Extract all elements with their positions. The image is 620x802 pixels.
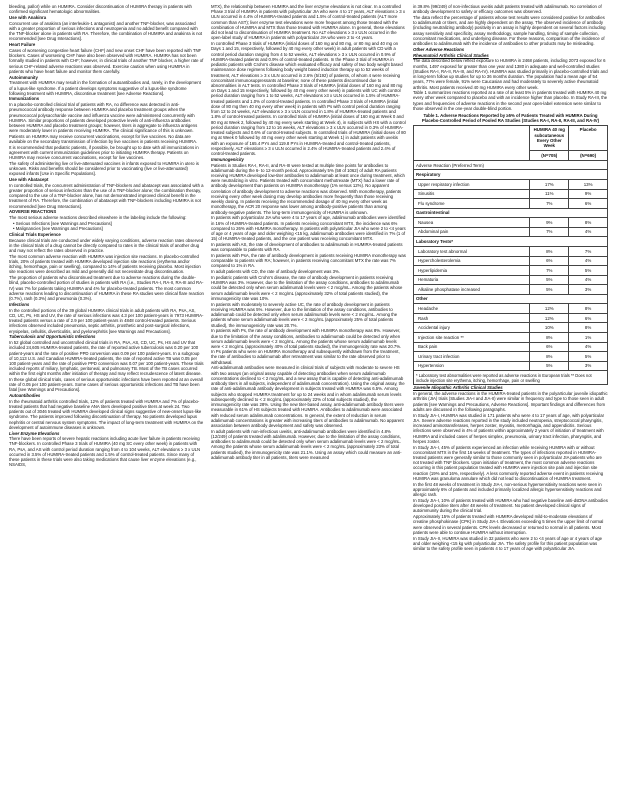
paragraph: In patients with AS, the rate of development of antibodies to adalimumab in HUMIRA-treated patients was comparable to patients with RA. [211, 242, 403, 253]
table-row [414, 189, 608, 199]
table-footnote: * Laboratory test abnormalities were reported as adverse reactions in European trials ** Does not include injection site erythema, itching, hemorrhage, pain or swelling [414, 371, 608, 385]
paragraph: In pediatric patients with Crohn's disease, the rate of antibody development in patients receiving HUMIRA was 3%. However, due to the limitation of the assay conditions, antibodies to adalimumab could be detected only when serum adalimumab levels were < 2 mcg/mL. Among the patients whose serum adalimumab levels were < 2 mcg/mL (approximately 32% of total patients studied), the immunogenicity rate was 10%. [211, 274, 403, 301]
table-row [414, 218, 608, 228]
placebo-rate: 13% [569, 180, 608, 190]
humira-rate: 7% [530, 199, 569, 209]
paragraph: The proportion of patients who discontinued treatment due to adverse reactions during the double-blind, placebo-controlled portion of studies in patients with RA (i.e., Studies RA-I, RA-II, RA-III and RA-IV) was 7% for patients taking HUMIRA and 4% for placebo-treated patients. The most common adverse reactions leading to discontinuation of HUMIRA in these RA studies were clinical flare reaction (0.7%), rash (0.3%) and pneumonia (0.3%). [9, 275, 204, 302]
placebo-rate: 6% [569, 313, 608, 323]
table-group-row [414, 170, 608, 180]
reaction-term: Alkaline phosphatase increased [414, 285, 530, 295]
table-row [414, 275, 608, 285]
placebo-rate: 6% [569, 199, 608, 209]
table-group-row [414, 294, 608, 304]
n-humira: (N=705) [530, 151, 569, 161]
table-row [414, 361, 608, 371]
section-heading: ADVERSE REACTIONS [9, 209, 57, 215]
paragraph: In adult patients with CD, the rate of antibody development was 3%. [211, 269, 340, 275]
reaction-term: Laboratory test abnormal [414, 246, 530, 256]
section-heading: Heart Failure [9, 42, 36, 48]
table-row [414, 285, 608, 295]
reaction-term: Upper respiratory infection [414, 180, 530, 190]
paragraph: Because clinical trials are conducted under widely varying conditions, adverse reaction rates observed in the clinical trials of a drug cannot be directly compared to rates in the clinical trials of another drug and may not reflect the rates observed in practice. [9, 237, 204, 254]
paragraph: Treatment with HUMIRA may result in the formation of autoantibodies and, rarely, in the development of a lupus-like syndrome. If a patient develops symptoms suggestive of a lupus-like syndrome following treatment with HUMIRA, discontinue treatment [see Adverse Reactions]. [9, 80, 201, 96]
reaction-term: Sinusitis [414, 189, 530, 199]
humira-rate: 12% [530, 313, 569, 323]
table-header-row [414, 125, 608, 151]
paragraph: In controlled Phase 3 trials of HUMIRA (initial doses of 160 mg and 80 mg, or 80 mg and 40 mg on Days 1 and 15, respectively, followed by 40 mg every other week) in adult patients with CD with a control period duration ranging from 4 to 52 weeks, ALT elevations ≥ 3 x ULN occurred in 0.9% of HUMIRA-treated patients and 0.9% of control-treated patients. In the Phase 3 trial of HUMIRA in pediatric patients with Crohn's disease which evaluated efficacy and safety of two body weight based maintenance dose regimens following body weight based induction therapy up to 52 weeks of treatment, ALT elevations ≥ 3 x ULN occurred in 2.6% (5/192) of patients, of whom 4 were receiving concomitant immunosuppressants at baseline; none of these patients discontinued due to abnormalities in ALT tests. In controlled Phase 3 trials of HUMIRA (initial doses of 160 mg and 80 mg on Days 1 and 15 respectively, followed by 40 mg every other week) in patients with UC with control period duration ranging from 1 to 52 weeks, ALT elevations ≥3 x ULN occurred in 1.5% of HUMIRA-treated patients and 1.0% of control-treated patients. In controlled Phase 3 trials of HUMIRA (initial dose of 80 mg then 40 mg every other week) in patients with Ps with control period duration ranging from 12 to 24 weeks, ALT elevations ≥ 3 x ULN occurred in 1.8% of HUMIRA-treated patients and 1.8% of control-treated patients. In controlled trials of HUMIRA (initial doses of 160 mg at Week 0 and 80 mg at Week 2, followed by 40 mg every week starting at Week 4), in subjects with HS with a control period duration ranging from 12 to 16 weeks, ALT elevations ≥ 3 x ULN occurred in 0.3% of HUMIRA-treated subjects and 0.6% of control-treated subjects. In controlled trials of HUMIRA (initial doses of 80 mg at Week 0 followed by 40 mg every other week starting at Week 1) in adult patients with uveitis with an exposure of 165.4 PYs and 119.8 PYs in HUMIRA-treated and control-treated patients, respectively, ALT elevations ≥ 3 x ULN occurred in 2.4% of HUMIRA-treated patients and 2.4% of control-treated patients. [211, 41, 406, 157]
column-right [413, 4, 608, 798]
group-label: Other [414, 294, 608, 304]
header-term: Adverse Reaction (Preferred Term) [414, 160, 608, 170]
placebo-rate: 7% [569, 246, 608, 256]
bullet-list [13, 221, 204, 231]
paragraph: In adult patients with non-infectious uveitis, anti-adalimumab antibodies were identified in 4.8% (12/249) of patients treated with adalimumab. However, due to the limitation of the assay conditions, antibodies to adalimumab could be detected only when serum adalimumab levels were < 2 mcg/mL. Among the patients whose serum adalimumab levels were < 2 mcg/mL (approximately 23% of total patients studied), the immunogenicity rate was 21.1%. Using an assay which could measure an anti-adalimumab antibody titer in all patients, titers were measured [211, 428, 402, 460]
paragraph: The most common adverse reaction with HUMIRA was injection site reactions. In placebo-controlled trials, 20% of patients treated with HUMIRA developed injection site reactions (erythema and/or itching, hemorrhage, pain or swelling), compared to 14% of patients receiving placebo. Most injection site reactions were described as mild and generally did not necessitate drug discontinuation. [9, 253, 201, 275]
placebo-rate: 4% [569, 342, 608, 352]
reaction-term: Nausea [414, 218, 530, 228]
humira-rate: 12% [530, 304, 569, 314]
paragraph: In Study JIA-I, 45% of patients experienced an infection while receiving HUMIRA with or without concomitant MTX in the first 16 weeks of treatment. The types of infections reported in HUMIRA-treated patients were generally similar to those commonly seen in polyarticular JIA patients who are not treated with TNF blockers. Upon initiation of treatment, the most common adverse reactions occurring in this patient population treated with HUMIRA were injection site pain and injection site reaction (19% and 16%, respectively). A less commonly reported adverse event in patients receiving HUMIRA was granuloma annulare which did not lead to discontinuation of HUMIRA treatment. [413, 444, 604, 481]
paragraph: In a placebo-controlled clinical trial of patients with RA, no difference was detected in anti-pneumococcal antibody response between HUMIRA and placebo treatment groups when the pneumococcal polysaccharide vaccine and influenza vaccine were administered concurrently with HUMIRA. Similar proportions of patients developed protective levels of anti-influenza antibodies between HUMIRA and placebo treatment groups; however, titers in aggregate to influenza antigens were moderately lower in patients receiving HUMIRA. The clinical significance of this is unknown. Patients on HUMIRA may receive concurrent vaccinations, except for live vaccines. No data are available on the secondary transmission of infection by live vaccines in patients receiving HUMIRA. [9, 102, 198, 144]
humira-rate: 17% [530, 180, 569, 190]
table-row [414, 180, 608, 190]
column-middle [211, 4, 406, 798]
humira-rate: 8% [530, 352, 569, 362]
humira-rate: 6% [530, 342, 569, 352]
reaction-term: Hypertension [414, 361, 530, 371]
humira-rate: 5% [530, 361, 569, 371]
paragraph: The safety of administering live or live-attenuated vaccines in infants exposed to HUMIRA in utero is unknown. Risks and benefits should be considered prior to vaccinating (live or live-attenuated) exposed infants [Use in Specific Populations]. [9, 160, 199, 177]
section-heading: Use with Anakinra [9, 14, 47, 20]
paragraph: In the first 48 weeks of treatment in Study JIA-I, non-serious hypersensitivity reactions were seen in approximately 6% of patients and included primarily localized allergic hypersensitivity reactions and allergic rash. [413, 481, 602, 498]
header-placebo: Placebo [569, 125, 608, 151]
table-row [414, 342, 608, 352]
column-left [9, 4, 204, 798]
humira-rate: 6% [530, 256, 569, 266]
reaction-term: Rash [414, 313, 530, 323]
paragraph: bleeding, pallor) while on HUMIRA. Consider discontinuation of HUMIRA therapy in patients with confirmed significant hematologic abnormalities. [9, 4, 192, 15]
humira-rate: 7% [530, 266, 569, 276]
paragraph: The data described below reflect exposure to HUMIRA in 2468 patients, including 2073 exposed for 6 months, 1497 exposed for greater than one year and 1380 in adequate and well-controlled studies (Studies RA-I, RA-II, RA-III, and RA-IV). HUMIRA was studied primarily in placebo-controlled trials and in long-term follow up studies for up to 36 months duration. The population had a mean age of 54 years, 77% were female, 91% were Caucasian and had moderately to severely active rheumatoid arthritis. Most patients received 40 mg HUMIRA every other week. [413, 58, 608, 90]
section-heading: Autoimmunity [9, 74, 38, 80]
table-row [414, 256, 608, 266]
section-heading: Clinical Trials Experience [9, 231, 61, 237]
paragraph: In patients with moderately to severely active UC, the rate of antibody development in patients receiving HUMIRA was 5%. However, due to the limitation of the assay conditions, antibodies to adalimumab could be detected only when serum adalimumab levels were < 2 mcg/mL. Among the patients whose serum adalimumab levels were < 2 mcg/mL (approximately 25% of total patients studied), the immunogenicity rate was 20.7%. [211, 301, 398, 328]
placebo-rate: 4% [569, 275, 608, 285]
paragraph: There have been reports of severe hepatic reactions including acute liver failure in patients receiving TNF-blockers. In controlled Phase 3 trials of HUMIRA (40 mg SC every other week) in patients with RA, PsA, and AS with control period duration ranging from 4 to 104 weeks, ALT elevations ≥ 3 x ULN occurred in 3.5% of HUMIRA-treated patients and 1.5% of control-treated patients. Since many of these patients in these trials were also taking medications that cause liver enzyme elevations (e.g., NSAIDS, [9, 436, 201, 468]
paragraph: MTX), the relationship between HUMIRA and the liver enzyme elevations is not clear. In a controlled Phase 3 trial of HUMIRA in patients with polyarticular JIA who were 4 to 17 years, ALT elevations ≥ 3 x ULN occurred in 4.4% of HUMIRA-treated patients and 1.5% of control-treated patients (ALT more common than AST); liver enzyme test elevations were more frequent among those treated with the combination of HUMIRA and MTX than those treated with HUMIRA alone. In general, these elevations did not lead to discontinuation of HUMIRA treatment. No ALT elevations ≥ 3 x ULN occurred in the open-label study of HUMIRA in patients with polyarticular JIA who were 2 to <4 years. [211, 4, 405, 41]
adverse-reactions-table [413, 125, 608, 386]
placebo-rate: 4% [569, 256, 608, 266]
paragraph: In controlled trials, the concurrent administration of TNF-blockers and abatacept was associated with a greater proportion of serious infections than the use of a TNF-blocker alone; the combination therapy, compared to the use of a TNF-blocker alone, has not demonstrated improved clinical benefit in the treatment of RA. Therefore, the combination of abatacept with TNF-blockers including HUMIRA is not recommended [see Drug Interactions]. [9, 182, 204, 209]
reaction-term: Back pain [414, 342, 530, 352]
humira-rate: 11% [530, 189, 569, 199]
paragraph: Concurrent use of anakinra (an interleukin-1 antagonist) and another TNF-blocker, was associated with a greater proportion of serious infections and neutropenia and no added benefit compared with the TNF-blocker alone in patients with RA. Therefore, the combination of HUMIRA and anakinra is not recommended [see Drug Interactions]. [9, 20, 203, 42]
paragraph: In general, the adverse reactions in the HUMIRA-treated patients in the polyarticular juvenile idiopathic arthritis (JIA) trials (Studies JIA-I and JIA-II) were similar in frequency and type to those seen in adult patients [see Warnings and Precautions, Adverse Reactions]. Important findings and differences from adults are discussed in the following paragraphs. [413, 391, 608, 412]
paragraph: In patients with PsA, the rate of antibody development in patients receiving HUMIRA monotherapy was comparable to patients with RA; however, in patients receiving concomitant MTX the rate was 7% compared to 1% in RA. [211, 253, 406, 269]
paragraph: In the rheumatoid arthritis controlled trials, 12% of patients treated with HUMIRA and 7% of placebo-treated patients that had negative baseline ANA titers developed positive titers at week 24. Two patients out of 3046 treated with HUMIRA developed clinical signs suggestive of new-onset lupus-like syndrome. The patients improved following discontinuation of therapy. No patients developed lupus nephritis or central nervous system symptoms. The impact of long-term treatment with HUMIRA on the development of autoimmune diseases is unknown. [9, 398, 204, 430]
paragraph: The most serious adverse reactions described elsewhere in the labeling include the following: [9, 215, 187, 221]
table-caption: Table 1. Adverse Reactions Reported by ≥5% of Patients Treated with HUMIRA During Placebo-Controlled Period of Pooled RA Studies (Studies RA-I, RA-II, RA-III, and RA-IV) [421, 113, 600, 124]
subsection-heading: Liver Enzyme Elevations [9, 430, 60, 436]
section-heading: Use with Abatacept [9, 177, 49, 182]
paragraph: Patients in Studies RA-I, RA-II, and RA-III were tested at multiple time points for antibodies to adalimumab during the 6- to 12-month period. Approximately 5% (58 of 1062) of adult RA patients receiving HUMIRA developed low-titer antibodies to adalimumab at least once during treatment, which were neutralizing in vitro. Patients treated with concomitant methotrexate (MTX) had a lower rate of antibody development than patients on HUMIRA monotherapy (1% versus 12%). No apparent correlation of antibody development to adverse reactions was observed. With monotherapy, patients receiving every other week dosing may develop antibodies more frequently than those receiving weekly dosing. In patients receiving the recommended dosage of 40 mg every other week as monotherapy, the ACR 20 response was lower among antibody-positive patients than among antibody-negative patients. The long-term immunogenicity of HUMIRA is unknown. [211, 162, 405, 215]
reaction-term: Urinary tract infection [414, 352, 530, 362]
paragraph: In patients with Ps, the rate of antibody development with HUMIRA monotherapy was 8%. However, due to the limitation of the assay conditions, antibodies to adalimumab could be detected only when serum adalimumab levels were < 2 mcg/mL. Among the patients whose serum adalimumab levels were < 2 mcg/mL (approximately 40% of total patients studied), the immunogenicity rate was 20.7%. In Ps patients who were on HUMIRA monotherapy and subsequently withdrawn from the treatment, the rate of antibodies to adalimumab after retreatment was similar to the rate observed prior to withdrawal. [211, 328, 402, 365]
table-row [414, 352, 608, 362]
reaction-term: Accidental injury [414, 323, 530, 333]
table-row [414, 304, 608, 314]
reaction-term: Abdominal pain [414, 227, 530, 237]
humira-rate: 8% [530, 333, 569, 343]
reaction-term: Headache [414, 304, 530, 314]
group-label: Laboratory Tests* [414, 237, 608, 247]
reaction-term: Flu syndrome [414, 199, 530, 209]
paragraph: The data reflect the percentage of patients whose test results were considered positive for antibodies to adalimumab or titers, and are highly dependent on the assay. The observed incidence of antibody (including neutralizing antibody) positivity in an assay is highly dependent on several factors including assay sensitivity and specificity, assay methodology, sample handling, timing of sample collection, concomitant medications, and underlying disease. For these reasons, comparison of the incidence of antibodies to adalimumab with the incidence of antibodies to other products may be misleading. [413, 14, 606, 47]
subsection-heading: Other Adverse Reactions [413, 46, 465, 52]
subsection-heading: Infections [9, 301, 30, 307]
section-heading: Immunizations [9, 96, 40, 102]
placebo-rate: 1% [569, 333, 608, 343]
subsection-heading: Autoantibodies [9, 392, 41, 398]
bullet-item: • Serious Infections [see Warnings and Precautions] [13, 221, 204, 226]
paragraph: Anti-adalimumab antibodies were measured in clinical trials of subjects with moderate to severe HS with two assays (an original assay capable of detecting antibodies when serum adalimumab concentrations declined to < 2 mcg/mL and a new assay that is capable of detecting anti-adalimumab antibody titers in all subjects, independent of adalimumab concentration). Using the original assay, the rate of anti-adalimumab antibody development in subjects treated with HUMIRA was 6.5%. Among subjects who stopped HUMIRA treatment for up to 24 weeks and in whom adalimumab serum levels subsequently declined to < 2 mcg/mL (approximately 22% of total subjects studied), the immunogenicity rate was 28%. Using the new titer-based assay, anti-adalimumab antibody titers were measurable in 61% of HS subjects treated with HUMIRA. Antibodies to adalimumab were associated with reduced serum adalimumab concentrations. In general, the extent of reduction in serum adalimumab concentrations is greater with increasing titers of antibodies to adalimumab. No apparent association between antibody development and safety was observed. [211, 365, 405, 429]
paragraph: In the controlled portions of the 39 global HUMIRA clinical trials in adult patients with RA, PsA, AS, CD, UC, Ps, HS and UV, the rate of serious infections was 4.3 per 100 patient-years in 7973 HUMIRA-treated patients versus a rate of 2.9 per 100 patient-years in 4848 control-treated patients. Serious infections observed included pneumonia, septic arthritis, prosthetic and post-surgical infections, erysipelas, cellulitis, diverticulitis, and pyelonephritis [see Warnings and Precautions]. [9, 307, 204, 334]
paragraph: Approximately 15% of patients treated with HUMIRA developed mild-to-moderate elevations of creatine phosphokinase (CPK) in Study JIA-I. Elevations exceeding 5 times the upper limit of normal were observed in several patients. CPK levels decreased or returned to normal in all patients. Most patients were able to continue HUMIRA without interruption. [413, 514, 604, 535]
paragraph: In Study JIA-II, HUMIRA was studied in 32 patients who were 2 to <4 years of age or 4 years of age and older weighing <15 kg with polyarticular JIA. The safety profile for this patient population was similar to the safety profile seen in patients 4 to 17 years of age with polyarticular JIA. [413, 535, 603, 551]
placebo-rate: 8% [569, 304, 608, 314]
paragraph: In patients with polyarticular JIA who were 4 to 17 years of age, adalimumab antibodies were identified in 16% of HUMIRA-treated patients. In patients receiving concomitant MTX, the incidence was 6% compared to 26% with HUMIRA monotherapy. In patients with polyarticular JIA who were 2 to <4 years of age or 4 years of age and older weighing <15 kg, adalimumab antibodies were identified in 7% (1 of 15) of HUMIRA-treated patients, and the one patient was receiving concomitant MTX. [211, 215, 406, 242]
table-row [414, 227, 608, 237]
paragraph: in 39.8% (99/249) of non-infectious uveitis adult patients treated with adalimumab. No correlation of antibody development to safety or efficacy outcomes was observed. [413, 4, 602, 15]
table-row [414, 313, 608, 323]
subsection-heading: Immunogenicity [211, 156, 244, 162]
reaction-term: Hematuria [414, 275, 530, 285]
header-humira: HUMIRA 40 mg subcutaneous Every Other Week [530, 125, 569, 151]
n-placebo: (N=690) [569, 151, 608, 161]
study-heading: Juvenile Idiopathic Arthritis Clinical Studies [413, 385, 503, 391]
placebo-rate: 4% [569, 227, 608, 237]
table-row [414, 323, 608, 333]
placebo-rate: 8% [569, 218, 608, 228]
placebo-rate: 8% [569, 323, 608, 333]
humira-rate: 10% [530, 323, 569, 333]
paragraph: Cases of worsening congestive heart failure (CHF) and new onset CHF have been reported with TNF blockers. Cases of worsening CHF have also been observed with HUMIRA. HUMIRA has not been formally studied in patients with CHF; however, in clinical trials of another TNF blocker, a higher rate of serious CHF-related adverse reactions was observed. Exercise caution when using HUMIRA in patients who have heart failure and monitor them carefully. [9, 47, 204, 74]
table-row [414, 333, 608, 343]
group-label: Gastrointestinal [414, 208, 608, 218]
paragraph: In Study JIA-I, HUMIRA was studied in 171 patients who were 4 to 17 years of age, with polyarticular JIA. Severe adverse reactions reported in the study included neutropenia, streptococcal pharyngitis, increased aminotransferases, herpes zoster, myositis, metrorrhagia, and appendicitis. Serious infections were observed in 4% of patients within approximately 2 years of initiation of treatment with HUMIRA and included cases of herpes simplex, pneumonia, urinary tract infection, pharyngitis, and herpes zoster. [413, 412, 605, 444]
bullet-item: • Malignancies [see Warnings and Precautions] [13, 226, 204, 231]
study-heading: Rheumatoid Arthritis Clinical Studies [413, 52, 489, 58]
placebo-rate: 3% [569, 285, 608, 295]
humira-rate: 9% [530, 218, 569, 228]
table-row [414, 266, 608, 276]
placebo-rate: 5% [569, 266, 608, 276]
placebo-rate: 3% [569, 361, 608, 371]
table-group-row [414, 237, 608, 247]
humira-rate: 5% [530, 275, 569, 285]
humira-rate: 7% [530, 227, 569, 237]
reaction-term: Hypercholesterolemia [414, 256, 530, 266]
placebo-rate: 9% [569, 189, 608, 199]
paragraph: It is recommended that pediatric patients, if possible, be brought up to date with all immunizations in agreement with current immunization guidelines prior to initiating HUMIRA therapy. Patients on HUMIRA may receive concurrent vaccinations, except for live vaccines. [9, 144, 199, 161]
column-right-bottom [413, 385, 608, 551]
reaction-term: Hyperlipidemia [414, 266, 530, 276]
paragraph: In Study JIA-I, 10% of patients treated with HUMIRA who had negative baseline anti-dsDNA antibodies developed positive titers after 48 weeks of treatment. No patient developed clinical signs of autoimmunity during the clinical trial. [413, 497, 608, 514]
placebo-rate: 5% [569, 352, 608, 362]
table-row [414, 199, 608, 209]
reaction-term: Injection site reaction ** [414, 333, 530, 343]
humira-rate: 8% [530, 246, 569, 256]
group-label: Respiratory [414, 170, 608, 180]
humira-rate: 5% [530, 285, 569, 295]
paragraph: In 52 global controlled and uncontrolled clinical trials in RA, PsA, AS, CD, UC, Ps, HS and UV that included 24,605 HUMIRA-treated patients, the rate of reported active tuberculosis was 0.20 per 100 patient-years and the rate of positive PPD conversion was 0.09 per 100 patient-years. In a subgroup of 10,113 U.S. and Canadian HUMIRA-treated patients, the rate of reported active TB was 0.05 per 100 patient-years and the rate of positive PPD conversion was 0.07 per 100 patient-years. These trials included reports of miliary, lymphatic, peritoneal, and pulmonary TB. Most of the TB cases occurred within the first eight months after initiation of therapy and may reflect recrudescence of latent disease. In these global clinical trials, cases of serious opportunistic infections have been reported at an overall rate of 0.05 per 100 patient-years. Some cases of serious opportunistic infections and TB have been fatal [see Warnings and Precautions]. [9, 340, 204, 393]
table-row [414, 246, 608, 256]
table-group-row [414, 208, 608, 218]
subsection-heading: Tuberculosis and Opportunistic Infections [9, 334, 96, 340]
paragraph: Table 1 summarizes reactions reported at a rate of at least 5% in patients treated with HUMIRA 40 mg every other week compared to placebo and with an incidence higher than placebo. In Study RA-III, the types and frequencies of adverse reactions in the second year open-label extension were similar to those observed in the one-year double-blind portion. [413, 90, 608, 111]
column-right-top [413, 4, 608, 111]
